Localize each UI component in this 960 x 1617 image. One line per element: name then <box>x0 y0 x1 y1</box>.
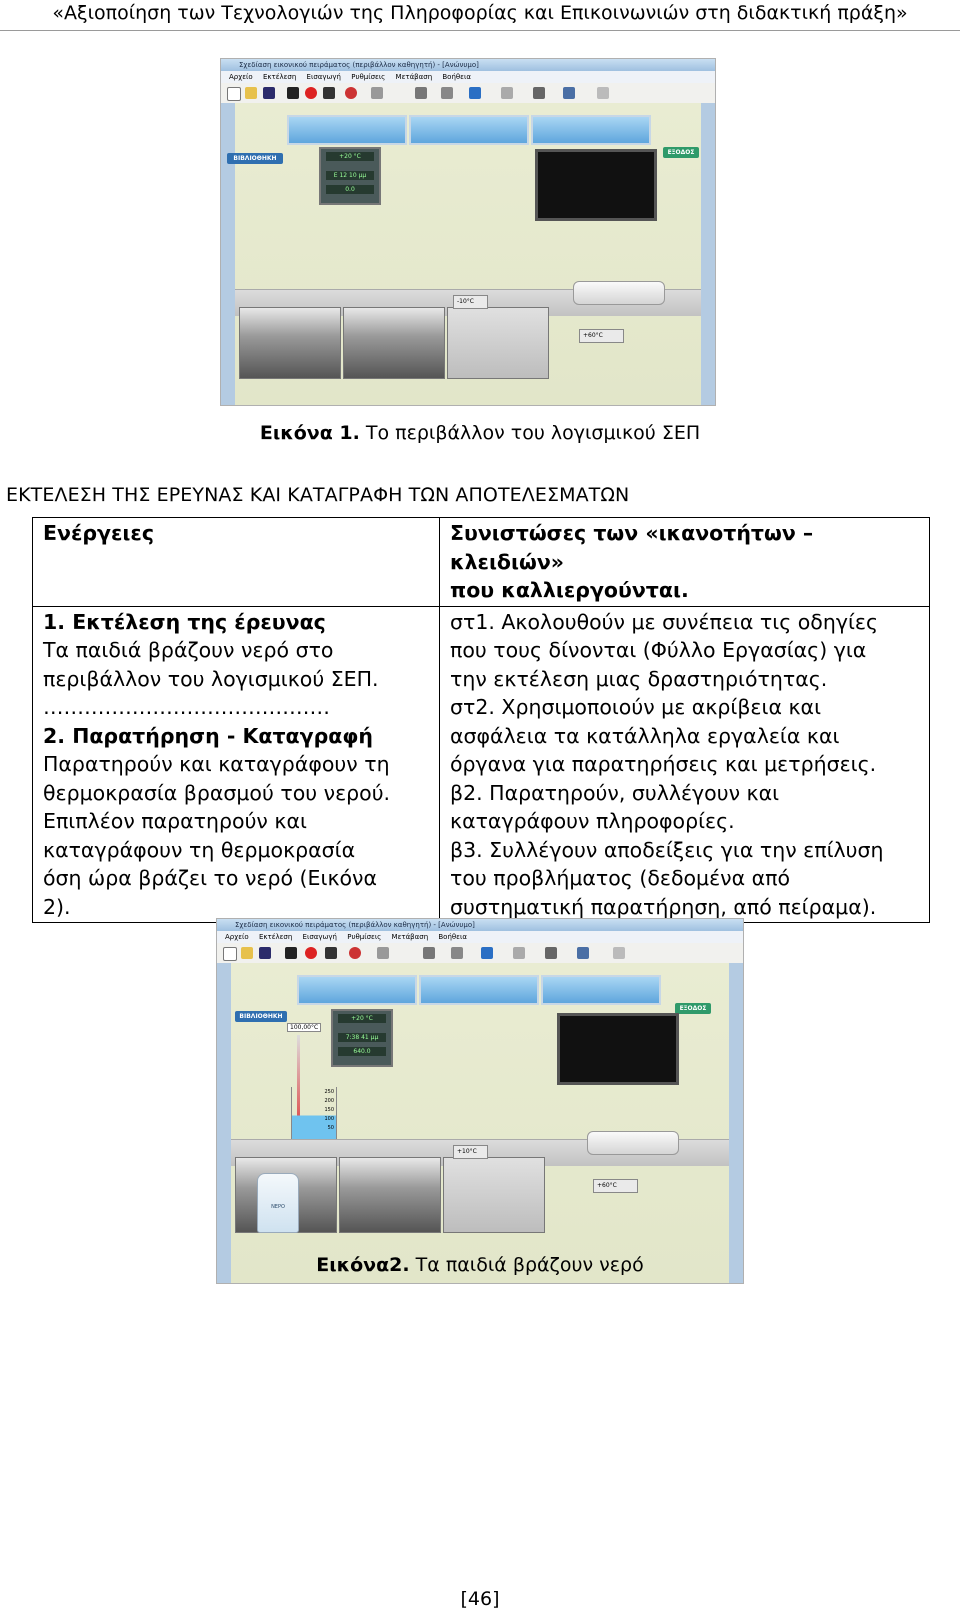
competencies-cell <box>440 606 930 923</box>
comp-line8: καταγράφουν πληροφορίες. <box>450 809 735 833</box>
step2-line5: όση ώρα βράζει το νερό (Εικόνα <box>43 866 378 890</box>
picture-icon[interactable] <box>577 947 589 959</box>
display-temp: +20 °C <box>326 152 374 161</box>
cylinder-icon[interactable] <box>371 87 383 99</box>
bottle-icon[interactable] <box>469 87 481 99</box>
counter-temp-control[interactable]: +10°C <box>453 1145 488 1159</box>
pipette-icon[interactable] <box>441 87 453 99</box>
exit-tag[interactable]: ΕΞΟΔΟΣ <box>663 147 699 158</box>
new-file-icon[interactable] <box>223 947 237 961</box>
back-arrow-icon[interactable] <box>323 87 335 99</box>
container-icon[interactable] <box>501 87 513 99</box>
display-temp: +20 °C <box>338 1014 386 1023</box>
comp-line7: β2. Παρατηρούν, συλλέγουν και <box>450 780 780 805</box>
step1-line2: περιβάλλον του λογισμικού ΣΕΠ. <box>43 666 379 691</box>
library-tag[interactable]: ΒΙΒΛΙΟΘΗΚΗ <box>235 1011 287 1022</box>
heater-temp-control[interactable]: +60°C <box>593 1179 638 1193</box>
right-frame <box>701 103 715 405</box>
page-number: [46] <box>460 1588 500 1610</box>
menu-help[interactable]: Βοήθεια <box>438 933 467 941</box>
window-pane-1 <box>297 975 417 1005</box>
save-icon[interactable] <box>263 87 275 99</box>
menu-file[interactable]: Αρχείο <box>229 73 253 81</box>
figure1-caption <box>0 422 960 444</box>
cabinet-2 <box>343 307 445 379</box>
step2-line1: Παρατηρούν και καταγράφουν τη <box>43 752 390 776</box>
menu-insert[interactable]: Εισαγωγή <box>306 73 341 81</box>
menu-goto[interactable]: Μετάβαση <box>395 73 433 81</box>
container-icon[interactable] <box>513 947 525 959</box>
dotted-line: …………………………………… <box>43 695 330 719</box>
left-frame <box>221 103 235 405</box>
comp-line10: του προβλήματος (δεδομένα από <box>450 866 791 890</box>
device-icon[interactable] <box>533 87 545 99</box>
figure2-caption <box>0 1254 960 1276</box>
lab-room <box>235 103 701 405</box>
cabinet-3 <box>447 307 549 379</box>
comp-line2: που τους δίνονται (Φύλλο Εργασίας) για <box>450 638 867 662</box>
new-file-icon[interactable] <box>227 87 241 101</box>
beaker-mark-250: 250 <box>324 1089 334 1095</box>
figure2-window-title: Σχεδίαση εικονικού πειράματος (περιβάλλον καθηγητή) - [Ανώνυμο] <box>217 919 743 931</box>
figure1-toolbar <box>221 83 715 104</box>
table-header-row <box>33 518 930 607</box>
bottle-icon[interactable] <box>481 947 493 959</box>
timer-icon[interactable] <box>349 947 361 959</box>
col1-header: Ενέργειες <box>33 518 440 607</box>
section-title: ΕΚΤΕΛΕΣΗ ΤΗΣ ΕΡΕΥΝΑΣ ΚΑΙ ΚΑΤΑΓΡΑΦΗ ΤΩΝ ΑΠΟΤΕΛΕΣΜΑΤΩΝ <box>6 484 630 506</box>
beaker-mark-200: 200 <box>324 1098 334 1104</box>
window-pane-2 <box>419 975 539 1005</box>
monitor-screen <box>557 1013 679 1085</box>
menu-run[interactable]: Εκτέλεση <box>258 933 293 941</box>
picture-icon[interactable] <box>563 87 575 99</box>
window-pane-3 <box>541 975 661 1005</box>
figure1-menubar <box>221 71 715 83</box>
table-body-row <box>33 606 930 923</box>
menu-goto[interactable]: Μετάβαση <box>391 933 429 941</box>
tool-icon[interactable] <box>423 947 435 959</box>
col2-header <box>440 518 930 607</box>
cabinet-2 <box>339 1157 441 1233</box>
sink <box>573 281 665 305</box>
col2-header-line2: που καλλιεργούνται. <box>450 578 689 602</box>
display-value: 640.0 <box>338 1047 386 1056</box>
window-pane-1 <box>287 115 407 145</box>
display-value: 0.0 <box>326 185 374 194</box>
counter-temp-control[interactable]: -10°C <box>453 295 488 309</box>
figure2-caption-text: Τα παιδιά βράζουν νερό <box>409 1254 644 1276</box>
menu-run[interactable]: Εκτέλεση <box>262 73 297 81</box>
heater-temp-control[interactable]: +60°C <box>579 329 624 343</box>
thermometer-label: 100,00°C <box>287 1023 321 1032</box>
comp-line5: ασφάλεια τα κατάλληλα εργαλεία και <box>450 723 840 748</box>
step1-line1: Τα παιδιά βράζουν νερό στο <box>43 638 334 662</box>
display-time: 7:38 41 μμ <box>338 1033 386 1042</box>
tool-icon[interactable] <box>415 87 427 99</box>
col2-header-line1: Συνιστώσες των «ικανοτήτων – κλειδιών» <box>450 521 814 574</box>
menu-file[interactable]: Αρχείο <box>225 933 249 941</box>
figure2-toolbar <box>217 943 743 964</box>
menu-insert[interactable]: Εισαγωγή <box>302 933 337 941</box>
figure1-caption-label: Εικόνα 1. <box>259 422 360 444</box>
water-bottle[interactable] <box>257 1173 299 1233</box>
beaker-mark-150: 150 <box>324 1107 334 1113</box>
right-frame <box>729 963 743 1283</box>
save-icon[interactable] <box>259 947 271 959</box>
device-icon[interactable] <box>545 947 557 959</box>
comp-line1: στ1. Ακολουθούν με συνέπεια τις οδηγίες <box>450 609 879 634</box>
cylinder-icon[interactable] <box>377 947 389 959</box>
figure2-menubar <box>217 931 743 943</box>
figure2-screenshot <box>216 918 744 1284</box>
activities-table <box>32 517 930 923</box>
step2-line3: Επιπλέον παρατηρούν και <box>43 809 307 833</box>
figure1-screenshot <box>220 58 716 406</box>
monitor-screen <box>535 149 657 221</box>
step2-line6: 2). <box>43 894 71 919</box>
left-frame <box>217 963 231 1283</box>
temperature-display <box>331 1009 393 1067</box>
comp-line6: όργανα για παρατηρήσεις και μετρήσεις. <box>450 752 877 776</box>
figure1-window-title: Σχεδίαση εικονικού πειράματος (περιβάλλον καθηγητή) - [Ανώνυμο] <box>221 59 715 71</box>
comp-line4: στ2. Χρησιμοποιούν με ακρίβεια και <box>450 695 822 719</box>
back-arrow-icon[interactable] <box>325 947 337 959</box>
play-icon[interactable] <box>287 87 299 99</box>
play-icon[interactable] <box>285 947 297 959</box>
running-header: «Αξιοποίηση των Τεχνολογιών της Πληροφορίας και Επικοινωνιών στη διδακτική πράξη» <box>0 0 960 31</box>
bell-icon[interactable] <box>613 947 625 959</box>
step2-line2: θερμοκρασία βρασμού του νερού. <box>43 780 391 805</box>
step2-line4: καταγράφουν τη θερμοκρασία <box>43 837 356 862</box>
menu-help[interactable]: Βοήθεια <box>442 73 471 81</box>
window-pane-2 <box>409 115 529 145</box>
open-folder-icon[interactable] <box>241 947 253 959</box>
exit-tag[interactable]: ΕΞΟΔΟΣ <box>675 1003 711 1014</box>
beaker-mark-50: 50 <box>327 1125 334 1131</box>
beaker[interactable] <box>291 1087 337 1140</box>
lab-room <box>231 963 729 1283</box>
timer-icon[interactable] <box>345 87 357 99</box>
sink <box>587 1131 679 1155</box>
library-tag[interactable]: ΒΙΒΛΙΟΘΗΚΗ <box>227 153 283 164</box>
cabinet-1 <box>239 307 341 379</box>
temperature-display <box>319 147 381 205</box>
window-pane-3 <box>531 115 651 145</box>
menu-settings[interactable]: Ρυθμίσεις <box>347 933 382 941</box>
stop-icon[interactable] <box>305 947 317 959</box>
figure1-caption-text: Το περιβάλλον του λογισμικού ΣΕΠ <box>359 422 701 444</box>
display-time: Ε 12 10 μμ <box>326 171 374 180</box>
beaker-mark-100: 100 <box>324 1116 334 1122</box>
cabinet-3 <box>443 1157 545 1233</box>
figure2-caption-label: Εικόνα2. <box>316 1254 410 1276</box>
step1-title: 1. Εκτέλεση της έρευνας <box>43 609 326 634</box>
comp-line3: την εκτέλεση μιας δραστηριότητας. <box>450 666 828 691</box>
comp-line9: β3. Συλλέγουν αποδείξεις για την επίλυση <box>450 837 884 862</box>
menu-settings[interactable]: Ρυθμίσεις <box>351 73 386 81</box>
actions-cell <box>33 606 440 923</box>
bottle-label: ΝΕΡΟ <box>271 1204 285 1210</box>
pipette-icon[interactable] <box>451 947 463 959</box>
open-folder-icon[interactable] <box>245 87 257 99</box>
bell-icon[interactable] <box>597 87 609 99</box>
comp-line11: συστηματική παρατήρηση, από πείραμα). <box>450 894 877 919</box>
step2-title: 2. Παρατήρηση - Καταγραφή <box>43 723 373 748</box>
stop-icon[interactable] <box>305 87 317 99</box>
